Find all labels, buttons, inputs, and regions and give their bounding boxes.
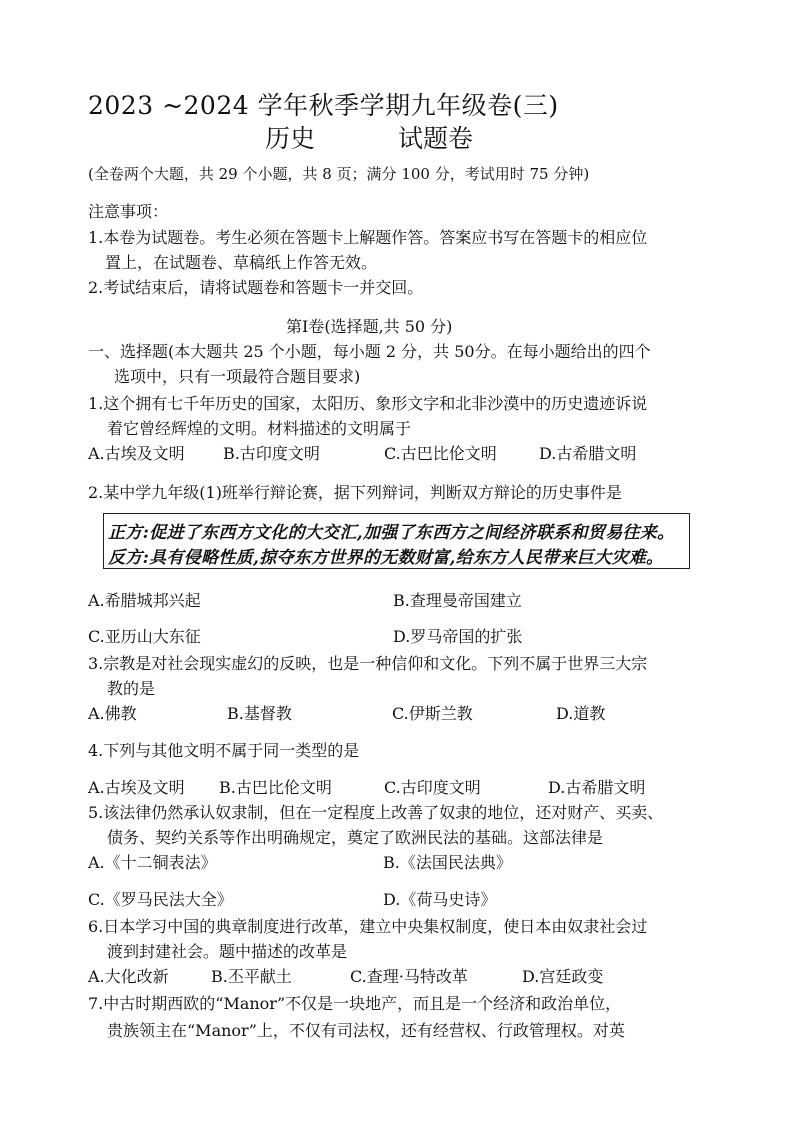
question-5-stem-line-1: 5.该法律仍然承认奴隶制，但在一定程度上改善了奴隶的地位，还对财产、买卖、 bbox=[88, 803, 664, 822]
debate-con-statement: 反方:具有侵略性质,掠夺东方世界的无数财富,给东方人民带来巨大灾难。 bbox=[108, 548, 664, 568]
question-7-stem-line-1: 7.中古时期西欧的“Manor”不仅是一块地产，而且是一个经济和政治单位， bbox=[88, 994, 622, 1013]
section-title: 第Ⅰ卷(选择题,共 50 分) bbox=[286, 317, 453, 336]
question-4-option-c: C.古印度文明 bbox=[384, 778, 481, 797]
question-5-stem-line-2: 债务、契约关系等作出明确规定，奠定了欧洲民法的基础。这部法律是 bbox=[107, 828, 604, 847]
debate-statement-box bbox=[103, 513, 690, 569]
question-7-stem-line-2: 贵族领主在“Manor”上，不仅有司法权，还有经营权、行政管理权。对英 bbox=[107, 1021, 625, 1040]
notice-item-1-line-1: 1.本卷为试题卷。考生必须在答题卡上解题作答。答案应书写在答题卡的相应位 bbox=[88, 228, 648, 247]
exam-title: 2023 ~2024 学年秋季学期九年级卷(三) bbox=[88, 91, 559, 120]
question-5-option-a: A.《十二铜表法》 bbox=[88, 853, 217, 872]
question-1-option-d: D.古希腊文明 bbox=[539, 444, 637, 463]
question-3-stem-line-2: 教的是 bbox=[107, 679, 156, 698]
question-2-option-c: C.亚历山大东征 bbox=[88, 627, 201, 646]
exam-info: (全卷两个大题，共 29 个小题，共 8 页；满分 100 分，考试用时 75 分钟) bbox=[88, 165, 590, 183]
question-6-stem-line-1: 6.日本学习中国的典章制度进行改革，建立中央集权制度，使日本由奴隶社会过 bbox=[88, 917, 648, 936]
question-3-option-a: A.佛教 bbox=[88, 704, 137, 723]
question-2-option-b: B.查理曼帝国建立 bbox=[393, 591, 522, 610]
question-6-option-b: B.丕平献土 bbox=[211, 967, 292, 986]
question-2-option-d: D.罗马帝国的扩张 bbox=[393, 627, 523, 646]
question-6-option-d: D.宫廷政变 bbox=[522, 967, 604, 986]
question-5-option-d: D.《荷马史诗》 bbox=[383, 890, 497, 909]
question-6-option-a: A.大化改新 bbox=[88, 967, 169, 986]
question-6-stem-line-2: 渡到封建社会。题中描述的改革是 bbox=[107, 942, 348, 961]
question-3-stem-line-1: 3.宗教是对社会现实虚幻的反映，也是一种信仰和文化。下列不属于世界三大宗 bbox=[88, 654, 648, 673]
question-5-option-c: C.《罗马民法大全》 bbox=[88, 890, 233, 909]
question-4-option-d: D.古希腊文明 bbox=[548, 778, 646, 797]
question-1-stem-line-1: 1.这个拥有七千年历史的国家，太阳历、象形文字和北非沙漠中的历史遗迹诉说 bbox=[88, 394, 648, 413]
debate-pro-statement: 正方:促进了东西方文化的大交汇,加强了东西方之间经济联系和贸易往来。 bbox=[108, 523, 675, 543]
notice-heading: 注意事项： bbox=[88, 202, 169, 221]
question-1-option-a: A.古埃及文明 bbox=[88, 444, 185, 463]
question-6-option-c: C.查理·马特改革 bbox=[350, 967, 468, 986]
question-1-stem-line-2: 着它曾经辉煌的文明。材料描述的文明属于 bbox=[107, 419, 412, 438]
subject-label: 历史 bbox=[265, 124, 316, 153]
question-4-stem: 4.下列与其他文明不属于同一类型的是 bbox=[88, 741, 360, 760]
paper-type-label: 试题卷 bbox=[398, 124, 474, 153]
question-1-option-b: B.古印度文明 bbox=[223, 444, 320, 463]
question-4-option-a: A.古埃及文明 bbox=[88, 778, 185, 797]
question-4-option-b: B.古巴比伦文明 bbox=[219, 778, 332, 797]
question-2-stem: 2.某中学九年级(1)班举行辩论赛，据下列辩词，判断双方辩论的历史事件是 bbox=[88, 483, 622, 502]
notice-item-1-line-2: 置上，在试题卷、草稿纸上作答无效。 bbox=[105, 253, 378, 272]
question-5-option-b: B.《法国民法典》 bbox=[383, 853, 512, 872]
section-intro-line-1: 一、选择题(本大题共 25 个小题，每小题 2 分，共 50分。在每小题给出的四个 bbox=[88, 342, 651, 361]
question-3-option-d: D.道教 bbox=[556, 704, 606, 723]
question-2-option-a: A.希腊城邦兴起 bbox=[88, 591, 201, 610]
question-3-option-c: C.伊斯兰教 bbox=[392, 704, 473, 723]
notice-item-2: 2.考试结束后，请将试题卷和答题卡一并交回。 bbox=[88, 278, 424, 297]
question-3-option-b: B.基督教 bbox=[227, 704, 292, 723]
section-intro-line-2: 选项中，只有一项最符合题目要求) bbox=[114, 367, 361, 386]
question-1-option-c: C.古巴比伦文明 bbox=[384, 444, 497, 463]
